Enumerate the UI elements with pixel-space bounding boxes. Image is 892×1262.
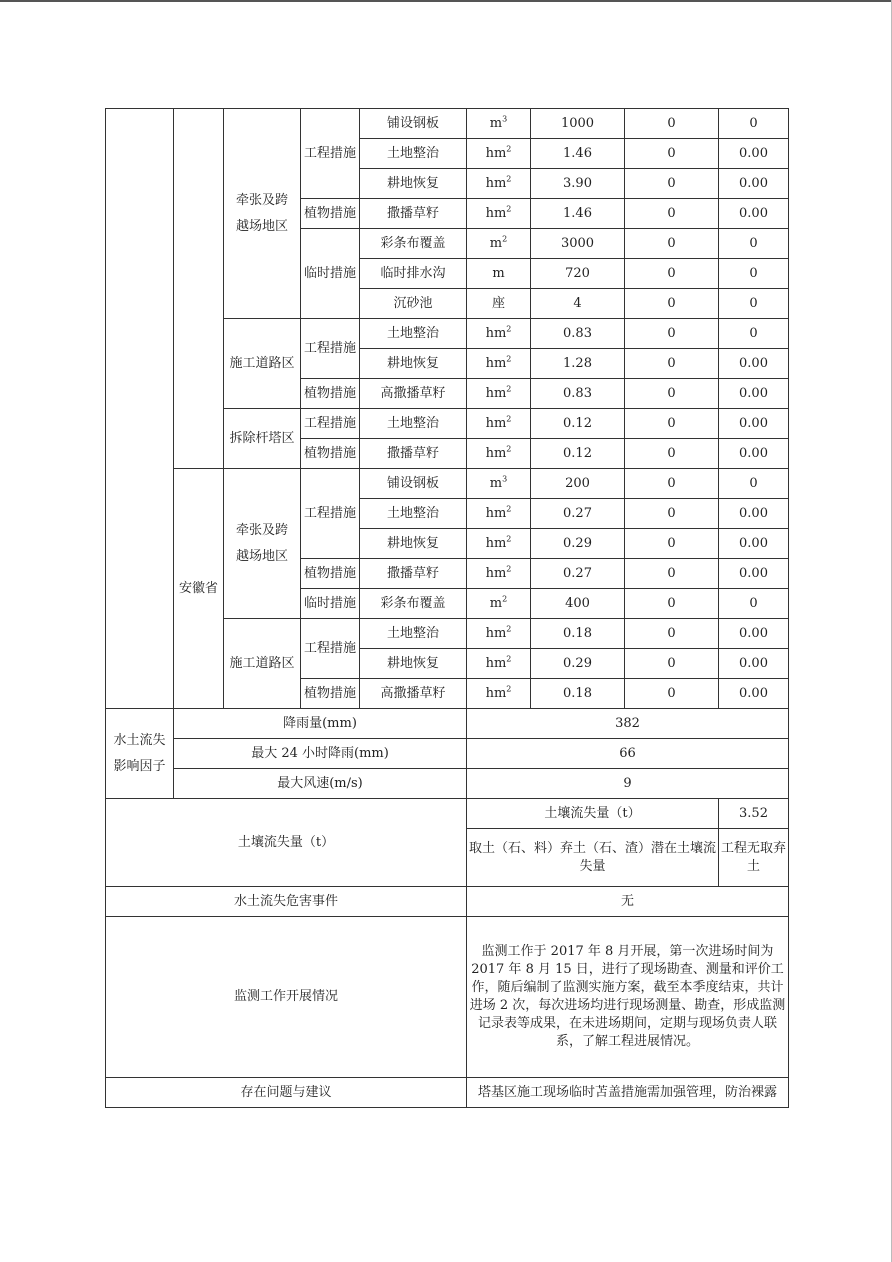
value-cell: 3000 — [531, 229, 625, 259]
category-cell: 工程措施 — [301, 319, 360, 379]
measure-cell: 铺设钢板 — [360, 469, 467, 499]
value-cell: 0.00 — [719, 499, 789, 529]
value-cell: 0 — [719, 109, 789, 139]
value-cell: 0 — [719, 289, 789, 319]
unit-cell: $hm^2$ — [467, 559, 531, 589]
value-cell: 0.83 — [531, 379, 625, 409]
soil-loss-label: 土壤流失量（t） — [106, 799, 467, 887]
value-cell: 200 — [531, 469, 625, 499]
unit-cell: $hm^2$ — [467, 439, 531, 469]
soil-loss-row — [106, 799, 789, 829]
value-cell: 4 — [531, 289, 625, 319]
value-cell: 720 — [531, 259, 625, 289]
unit-cell: $hm^2$ — [467, 409, 531, 439]
value-cell: 1000 — [531, 109, 625, 139]
value-cell: 0.27 — [531, 559, 625, 589]
page-top-border — [0, 0, 892, 2]
province-label-cell: 安徽省 — [174, 469, 224, 709]
table-row — [106, 109, 789, 139]
category-cell: 工程措施 — [301, 619, 360, 679]
value-cell: 0 — [719, 319, 789, 349]
category-cell: 植物措施 — [301, 199, 360, 229]
value-cell: 1.46 — [531, 199, 625, 229]
measure-cell: 耕地恢复 — [360, 529, 467, 559]
rain-value: 382 — [467, 709, 789, 739]
value-cell: 0 — [719, 469, 789, 499]
zone-cell: 牵张及跨越场地区 — [224, 109, 301, 319]
value-cell: 0.00 — [719, 559, 789, 589]
unit-cell: $hm^2$ — [467, 169, 531, 199]
value-cell: 0.00 — [719, 199, 789, 229]
soil-loss-sub-label: 土壤流失量（t） — [467, 799, 719, 829]
value-cell: 0 — [625, 319, 719, 349]
value-cell: 0.00 — [719, 529, 789, 559]
value-cell: 0 — [719, 229, 789, 259]
subregion-cell-blank — [174, 109, 224, 469]
monitoring-text: 监测工作于 2017 年 8 月开展，第一次进场时间为 2017 年 8 月 15 日，进行了现场勘查、测量和评价工作，随后编制了监测实施方案，截至本季度结束，共计进场 2 次，每次进场均进行现场测量、勘查，形成监测记录表等成果，在未进场期间，定期与现场负责人联系，了解工程进展情况。 — [467, 917, 789, 1078]
factors-label: 水土流失影响因子 — [106, 709, 174, 799]
value-cell: 0.83 — [531, 319, 625, 349]
value-cell: 0.00 — [719, 349, 789, 379]
value-cell: 0 — [625, 409, 719, 439]
value-cell: 0 — [625, 199, 719, 229]
max24-label: 最大 24 小时降雨(mm) — [174, 739, 467, 769]
unit-cell: $m^2$ — [467, 589, 531, 619]
value-cell: 0 — [719, 259, 789, 289]
monitoring-row — [106, 917, 789, 1078]
value-cell: 0.29 — [531, 649, 625, 679]
potential-loss-value: 工程无取弃土 — [719, 829, 789, 887]
value-cell: 0.00 — [719, 619, 789, 649]
value-cell: 0.18 — [531, 619, 625, 649]
value-cell: 0 — [625, 109, 719, 139]
max24-value: 66 — [467, 739, 789, 769]
value-cell: 0 — [625, 649, 719, 679]
value-cell: 1.46 — [531, 139, 625, 169]
value-cell: 0.00 — [719, 139, 789, 169]
value-cell: 3.90 — [531, 169, 625, 199]
value-cell: 0 — [625, 229, 719, 259]
unit-cell: $hm^2$ — [467, 349, 531, 379]
value-cell: 0 — [625, 379, 719, 409]
measure-cell: 土地整治 — [360, 319, 467, 349]
measure-cell: 耕地恢复 — [360, 349, 467, 379]
measure-cell: 临时排水沟 — [360, 259, 467, 289]
monitoring-table — [105, 108, 789, 1108]
monitoring-label: 监测工作开展情况 — [106, 917, 467, 1078]
province-cell-blank — [106, 109, 174, 709]
value-cell: 0 — [625, 139, 719, 169]
category-cell: 临时措施 — [301, 589, 360, 619]
issues-text: 塔基区施工现场临时苫盖措施需加强管理，防治裸露 — [467, 1078, 789, 1108]
issues-row — [106, 1078, 789, 1108]
measure-cell: 撒播草籽 — [360, 199, 467, 229]
value-cell: 0.18 — [531, 679, 625, 709]
value-cell: 0 — [625, 469, 719, 499]
value-cell: 0 — [625, 289, 719, 319]
value-cell: 0.00 — [719, 679, 789, 709]
unit-cell: $hm^2$ — [467, 679, 531, 709]
unit-cell: 座 — [467, 289, 531, 319]
zone-cell: 牵张及跨越场地区 — [224, 469, 301, 619]
value-cell: 0.00 — [719, 169, 789, 199]
value-cell: 0 — [625, 529, 719, 559]
table-row — [106, 469, 789, 499]
hazard-value: 无 — [467, 887, 789, 917]
factor-row-wind — [106, 769, 789, 799]
value-cell: 0.12 — [531, 439, 625, 469]
category-cell: 植物措施 — [301, 559, 360, 589]
measure-cell: 撒播草籽 — [360, 439, 467, 469]
wind-label: 最大风速(m/s) — [174, 769, 467, 799]
soil-loss-value: 3.52 — [719, 799, 789, 829]
value-cell: 0 — [625, 169, 719, 199]
value-cell: 0 — [625, 439, 719, 469]
value-cell: 0.00 — [719, 439, 789, 469]
value-cell: 1.28 — [531, 349, 625, 379]
value-cell: 400 — [531, 589, 625, 619]
measure-cell: 土地整治 — [360, 139, 467, 169]
category-cell: 工程措施 — [301, 469, 360, 559]
measure-cell: 高撒播草籽 — [360, 679, 467, 709]
measure-cell: 铺设钢板 — [360, 109, 467, 139]
unit-cell: $hm^2$ — [467, 619, 531, 649]
measure-cell: 耕地恢复 — [360, 649, 467, 679]
category-cell: 植物措施 — [301, 679, 360, 709]
measure-cell: 撒播草籽 — [360, 559, 467, 589]
measure-cell: 土地整治 — [360, 409, 467, 439]
unit-cell: $hm^2$ — [467, 499, 531, 529]
measure-cell: 土地整治 — [360, 499, 467, 529]
category-cell: 植物措施 — [301, 379, 360, 409]
value-cell: 0 — [625, 559, 719, 589]
value-cell: 0.00 — [719, 649, 789, 679]
category-cell: 工程措施 — [301, 109, 360, 199]
measure-cell: 彩条布覆盖 — [360, 589, 467, 619]
value-cell: 0 — [625, 499, 719, 529]
unit-cell: $hm^2$ — [467, 379, 531, 409]
wind-value: 9 — [467, 769, 789, 799]
zone-cell: 施工道路区 — [224, 319, 301, 409]
measure-cell: 沉砂池 — [360, 289, 467, 319]
value-cell: 0 — [625, 589, 719, 619]
value-cell: 0.00 — [719, 409, 789, 439]
rain-label: 降雨量(mm) — [174, 709, 467, 739]
value-cell: 0 — [625, 349, 719, 379]
value-cell: 0 — [625, 619, 719, 649]
value-cell: 0.27 — [531, 499, 625, 529]
unit-cell: $hm^2$ — [467, 139, 531, 169]
measure-cell: 高撒播草籽 — [360, 379, 467, 409]
unit-cell: $m^3$ — [467, 109, 531, 139]
unit-cell: $m^2$ — [467, 229, 531, 259]
potential-loss-label: 取土（石、料）弃土（石、渣）潜在土壤流失量 — [467, 829, 719, 887]
factor-row-rain — [106, 709, 789, 739]
unit-cell: $hm^2$ — [467, 529, 531, 559]
value-cell: 0 — [719, 589, 789, 619]
factor-row-max24 — [106, 739, 789, 769]
value-cell: 0.12 — [531, 409, 625, 439]
unit-cell: $hm^2$ — [467, 199, 531, 229]
measure-cell: 彩条布覆盖 — [360, 229, 467, 259]
category-cell: 植物措施 — [301, 439, 360, 469]
hazard-row — [106, 887, 789, 917]
issues-label: 存在问题与建议 — [106, 1078, 467, 1108]
value-cell: 0 — [625, 259, 719, 289]
unit-cell: $m^3$ — [467, 469, 531, 499]
measure-cell: 土地整治 — [360, 619, 467, 649]
category-cell: 临时措施 — [301, 229, 360, 319]
value-cell: 0 — [625, 679, 719, 709]
measure-cell: 耕地恢复 — [360, 169, 467, 199]
value-cell: 0.29 — [531, 529, 625, 559]
zone-cell: 拆除杆塔区 — [224, 409, 301, 469]
unit-cell: $hm^2$ — [467, 649, 531, 679]
zone-cell: 施工道路区 — [224, 619, 301, 709]
hazard-label: 水土流失危害事件 — [106, 887, 467, 917]
category-cell: 工程措施 — [301, 409, 360, 439]
unit-cell: $hm^2$ — [467, 319, 531, 349]
value-cell: 0.00 — [719, 379, 789, 409]
unit-cell: m — [467, 259, 531, 289]
